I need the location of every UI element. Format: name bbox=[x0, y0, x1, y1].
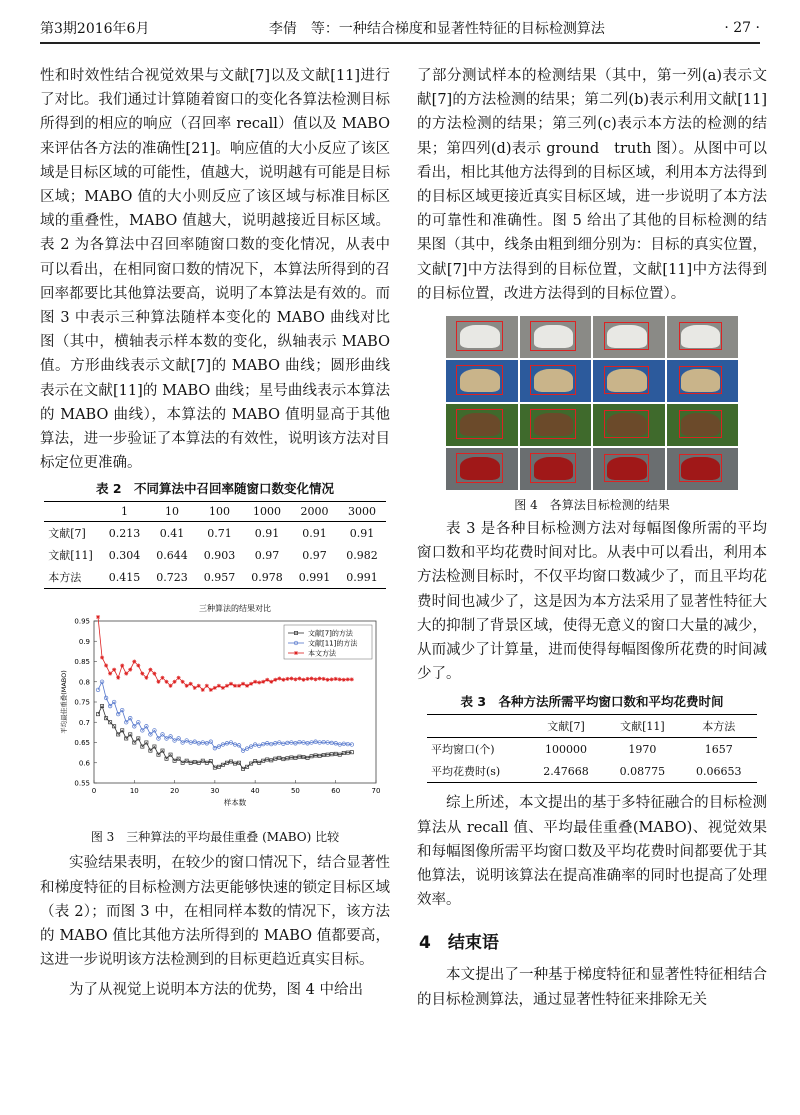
detection-box bbox=[604, 410, 648, 439]
data-point bbox=[100, 656, 104, 660]
table2 bbox=[44, 501, 386, 589]
data-point bbox=[350, 678, 354, 682]
detection-box bbox=[456, 409, 503, 439]
table-row bbox=[44, 544, 386, 566]
table-cell: 0.991 bbox=[291, 566, 339, 589]
detection-thumbnail bbox=[520, 316, 592, 358]
data-point bbox=[338, 678, 342, 682]
table-cell: 0.97 bbox=[302, 548, 327, 562]
data-point bbox=[306, 677, 310, 681]
data-point bbox=[221, 686, 225, 690]
data-point bbox=[294, 651, 298, 655]
detection-thumbnail bbox=[667, 404, 739, 446]
data-point bbox=[148, 668, 152, 672]
figure3 bbox=[42, 599, 390, 818]
detection-box bbox=[456, 453, 503, 483]
data-point bbox=[322, 677, 326, 681]
table-cell: 0.304 bbox=[108, 548, 141, 562]
table3 bbox=[427, 714, 757, 783]
page-header bbox=[40, 14, 760, 44]
table-cell: 1970 bbox=[628, 742, 657, 756]
table-cell: 0.06653 bbox=[681, 760, 757, 783]
data-point bbox=[181, 680, 185, 684]
data-point bbox=[140, 672, 144, 676]
figure3-caption: 图 3 三种算法的平均最佳重叠 (MABO) 比较 bbox=[90, 830, 340, 845]
data-point bbox=[108, 672, 112, 676]
table-cell: 0.41 bbox=[159, 526, 185, 540]
table-cell bbox=[427, 715, 528, 738]
data-point bbox=[185, 684, 189, 688]
detection-thumbnail bbox=[593, 360, 665, 402]
table-row bbox=[427, 715, 757, 738]
x-tick-label: 40 bbox=[250, 787, 260, 796]
data-point bbox=[310, 677, 314, 681]
figure4 bbox=[417, 316, 767, 490]
data-point bbox=[281, 678, 285, 682]
table-cell: 0.91 bbox=[302, 526, 327, 540]
detection-thumbnail bbox=[446, 360, 518, 402]
figure4-caption: 图 4 各算法目标检测的结果 bbox=[514, 498, 670, 513]
detection-thumbnail bbox=[593, 448, 665, 490]
paragraph: 为了从视觉上说明本方法的优势，图 4 中给出 bbox=[69, 982, 363, 999]
x-axis-label: 样本数 bbox=[223, 798, 247, 808]
detection-box bbox=[456, 321, 503, 351]
data-point bbox=[144, 676, 148, 680]
running-title: 李倩 等：一种结合梯度和显著性特征的目标检测算法 bbox=[268, 21, 605, 37]
data-point bbox=[96, 615, 100, 619]
data-point bbox=[156, 680, 160, 684]
table-cell: 0.415 bbox=[101, 566, 149, 589]
detection-box bbox=[604, 322, 648, 351]
data-point bbox=[213, 686, 217, 690]
data-point bbox=[116, 676, 120, 680]
table-cell: 0.978 bbox=[243, 566, 291, 589]
table-cell: 文献[7] bbox=[48, 527, 86, 541]
data-point bbox=[261, 680, 265, 684]
table-row bbox=[44, 522, 386, 545]
y-tick-label: 0.8 bbox=[78, 678, 90, 687]
legend-label: 文献[7]的方法 bbox=[308, 629, 353, 638]
data-point bbox=[132, 660, 136, 664]
data-point bbox=[160, 676, 164, 680]
table-row bbox=[427, 738, 757, 761]
table-cell: 0.903 bbox=[203, 548, 236, 562]
detection-box bbox=[456, 365, 503, 395]
table-cell: 0.97 bbox=[254, 548, 280, 562]
data-point bbox=[289, 677, 293, 681]
x-tick-label: 0 bbox=[91, 787, 97, 796]
table-cell: 0.644 bbox=[156, 548, 188, 562]
data-point bbox=[233, 684, 237, 688]
data-point bbox=[177, 676, 181, 680]
table-cell: 0.91 bbox=[349, 526, 375, 540]
table-row bbox=[44, 566, 386, 589]
detection-box bbox=[530, 453, 576, 482]
detection-results-grid bbox=[446, 316, 738, 490]
y-tick-label: 0.85 bbox=[74, 658, 90, 667]
paragraph: 综上所述，本文提出的基于多特征融合的目标检测算法从 recall 值、平均最佳重叠(MABO)、视觉效果和每幅图像所需平均窗口数及平均花费时间都要优于其他算法，说明该算法在提高准确率的同时也提高了处理效率。 bbox=[417, 795, 767, 909]
data-point bbox=[249, 682, 253, 686]
data-point bbox=[257, 681, 261, 685]
right-column bbox=[417, 64, 767, 1012]
legend-label: 文献[11]的方法 bbox=[308, 639, 358, 648]
data-point bbox=[330, 678, 334, 682]
table-cell: 平均花费时(s) bbox=[427, 760, 528, 783]
data-point bbox=[277, 677, 281, 681]
table-cell: 平均窗口(个) bbox=[431, 743, 495, 757]
data-point bbox=[237, 684, 241, 688]
table-cell: 0.723 bbox=[148, 566, 196, 589]
data-point bbox=[346, 678, 350, 682]
detection-thumbnail bbox=[446, 404, 518, 446]
paragraph: 表 3 是各种目标检测方法对每幅图像所需的平均窗口数和平均花费时间对比。从表中可以看出，利用本方法检测目标时，不仅平均窗口数减少了，而且平均花费时间也减少了，这是因为本方法采用了显著性特征大大的抑制了背景区域，使得无意义的窗口大量的减少，从而减少了计算量，进而使得每幅图像所花费的时间减少了。 bbox=[417, 521, 767, 683]
data-point bbox=[241, 682, 245, 686]
data-point bbox=[128, 668, 132, 672]
legend-label: 本文方法 bbox=[308, 649, 336, 658]
data-point bbox=[269, 680, 273, 684]
detection-thumbnail bbox=[593, 404, 665, 446]
x-tick-label: 70 bbox=[371, 787, 381, 796]
data-point bbox=[104, 664, 108, 668]
table-cell: 本方法 bbox=[681, 715, 757, 738]
x-tick-label: 20 bbox=[170, 787, 180, 796]
data-point bbox=[201, 688, 205, 692]
data-point bbox=[225, 684, 229, 688]
data-point bbox=[193, 686, 197, 690]
data-point bbox=[314, 678, 318, 682]
table-cell: 1000 bbox=[243, 502, 291, 522]
detection-box bbox=[530, 365, 576, 394]
data-point bbox=[124, 672, 128, 676]
table-cell: 文献[11] bbox=[48, 549, 93, 563]
table-cell: 2.47668 bbox=[528, 760, 604, 783]
detection-box bbox=[604, 366, 648, 395]
detection-box bbox=[679, 454, 722, 482]
data-point bbox=[217, 684, 221, 688]
detection-box bbox=[604, 454, 648, 483]
data-point bbox=[293, 678, 297, 682]
x-tick-label: 60 bbox=[331, 787, 341, 796]
data-point bbox=[197, 684, 201, 688]
left-column bbox=[40, 64, 390, 1003]
y-tick-label: 0.6 bbox=[78, 759, 90, 768]
mabo-chart bbox=[42, 599, 387, 814]
table-row bbox=[44, 502, 386, 522]
paragraph: 本文提出了一种基于梯度特征和显著性特征相结合的目标检测算法，通过显著性特征来排除无关 bbox=[417, 967, 767, 1008]
data-point bbox=[152, 672, 156, 676]
table2-title: 表 2 不同算法中召回率随窗口数变化情况 bbox=[95, 481, 335, 497]
table-cell: 0.957 bbox=[196, 566, 244, 589]
detection-thumbnail bbox=[446, 316, 518, 358]
data-point bbox=[169, 684, 173, 688]
y-tick-label: 0.55 bbox=[74, 779, 90, 788]
data-point bbox=[173, 680, 177, 684]
detection-box bbox=[530, 321, 576, 350]
data-point bbox=[334, 677, 338, 681]
y-tick-label: 0.75 bbox=[74, 698, 90, 707]
table-cell: 0.991 bbox=[338, 566, 386, 589]
x-tick-label: 30 bbox=[210, 787, 220, 796]
table-cell: 2000 bbox=[291, 502, 339, 522]
data-point bbox=[136, 664, 140, 668]
y-tick-label: 0.95 bbox=[74, 617, 90, 626]
detection-thumbnail bbox=[593, 316, 665, 358]
detection-thumbnail bbox=[667, 448, 739, 490]
table-cell: 0.71 bbox=[207, 526, 232, 540]
table-cell: 10 bbox=[148, 502, 196, 522]
data-point bbox=[285, 677, 289, 681]
table-cell: 文献[7] bbox=[528, 715, 604, 738]
data-point bbox=[326, 678, 330, 682]
table-cell: 0.213 bbox=[108, 526, 141, 540]
table-cell: 0.08775 bbox=[604, 760, 680, 783]
data-point bbox=[245, 684, 249, 688]
table-cell: 3000 bbox=[338, 502, 386, 522]
data-point bbox=[205, 684, 209, 688]
page-number: · 27 · bbox=[724, 20, 760, 36]
table3-title: 表 3 各种方法所需平均窗口数和平均花费时间 bbox=[460, 694, 724, 710]
table-cell: 1 bbox=[101, 502, 149, 522]
issue-label: 第3期2016年6月 bbox=[40, 21, 150, 37]
data-point bbox=[301, 678, 305, 682]
detection-thumbnail bbox=[520, 404, 592, 446]
paragraph: 性和时效性结合视觉效果与文献[7]以及文献[11]进行了对比。我们通过计算随着窗口的变化各算法检测目标所得到的相应的响应（召回率 recall）值以及 MABO 来评估各方法的准确性[21]。响应值的大小反应了该区域是目标区域的可能性，值越大，说明越有可能是目标区域；MABO 值的大小则反应了该区域与标准目标区域的重叠性，MABO 值越大，说明越接近目标区域。表 2 为各算法中召回率随窗口数的变化情况，从表中可以看出，在相同窗口数的情况下，本算法所得到的召回率都要比其他算法要高，说明了本算法是有效的。而图 3 中表示三种算法随样本变化的 MABO 曲线对比图（其中，横轴表示样本数的变化，纵轴表示 MABO 值。方形曲线表示文献[7]的 MABO 曲线；圆形曲线表示在文献[11]的 MABO 曲线；星号曲线表示本算法的 MABO 曲线），本算法的 MABO 值明显高于其他算法，进一步验证了本算法的有效性，说明该方法对目标定位更准确。 bbox=[40, 68, 390, 472]
table-cell: 100 bbox=[196, 502, 244, 522]
detection-box bbox=[679, 410, 722, 438]
data-point bbox=[229, 682, 233, 686]
x-tick-label: 50 bbox=[290, 787, 300, 796]
paragraph: 实验结果表明，在较少的窗口情况下，结合显著性和梯度特征的目标检测方法更能够快速的锁定目标区域（表 2）；而图 3 中，在相同样本数的情况下，该方法的 MABO 值比其他方法所得到的 MABO 值都要高，这进一步说明该方法检测到的目标更趋近真实目标。 bbox=[40, 855, 390, 969]
data-point bbox=[273, 678, 277, 682]
detection-thumbnail bbox=[667, 316, 739, 358]
data-point bbox=[318, 677, 322, 681]
table-cell: 0.982 bbox=[346, 548, 378, 562]
data-point bbox=[120, 664, 124, 668]
data-point bbox=[165, 680, 169, 684]
data-point bbox=[253, 680, 257, 684]
detection-box bbox=[679, 322, 722, 350]
detection-thumbnail bbox=[446, 448, 518, 490]
table-row bbox=[427, 760, 757, 783]
y-axis-label: 平均最佳重叠(MABO) bbox=[60, 670, 68, 735]
section-heading: 4 结束语 bbox=[419, 933, 499, 954]
data-point bbox=[297, 677, 301, 681]
table-cell: 文献[11] bbox=[604, 715, 680, 738]
data-point bbox=[112, 668, 116, 672]
table-cell: 1657 bbox=[704, 742, 733, 756]
detection-box bbox=[530, 409, 576, 438]
chart-title: 三种算法的结果对比 bbox=[199, 604, 271, 614]
table-cell: 本方法 bbox=[44, 566, 101, 589]
y-tick-label: 0.65 bbox=[74, 739, 90, 748]
detection-thumbnail bbox=[520, 360, 592, 402]
data-point bbox=[342, 678, 346, 682]
table-cell: 100000 bbox=[545, 742, 588, 756]
detection-thumbnail bbox=[667, 360, 739, 402]
data-point bbox=[265, 678, 269, 682]
table-cell: 0.91 bbox=[254, 526, 280, 540]
detection-thumbnail bbox=[520, 448, 592, 490]
paragraph: 了部分测试样本的检测结果（其中，第一列(a)表示文献[7]的方法检测的结果；第二列(b)表示利用文献[11]的方法检测的结果；第三列(c)表示本方法的检测的结果；第四列(d)表示 ground truth 图）。从图中可以看出，相比其他方法得到的目标区域，利用本方法得到的目标区域更接近真实目标区域，进一步说明了本方法的可靠性和准确性。图 5 给出了其他的目标检测的结果图（其中，线条由粗到细分别为：目标的真实位置，文献[7]中方法得到的目标位置，文献[11]中方法得到的目标位置，改进方法得到的目标位置）。 bbox=[417, 68, 767, 302]
detection-box bbox=[679, 366, 722, 394]
data-point bbox=[189, 682, 193, 686]
data-point bbox=[209, 688, 213, 692]
table-cell bbox=[44, 502, 101, 522]
y-tick-label: 0.7 bbox=[78, 719, 90, 728]
x-tick-label: 10 bbox=[129, 787, 139, 796]
y-tick-label: 0.9 bbox=[78, 638, 90, 647]
